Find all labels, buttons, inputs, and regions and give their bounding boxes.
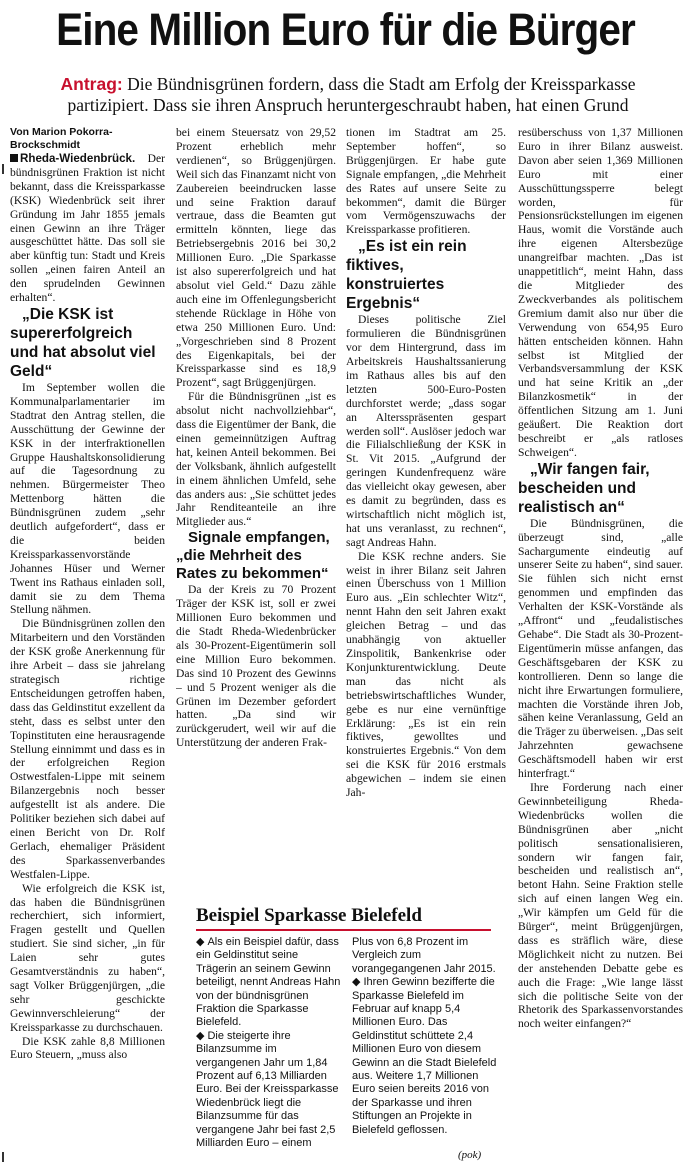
square-bullet-icon <box>10 154 18 162</box>
paragraph: Da der Kreis zu 70 Prozent Träger der KSK ist, soll er zwei Millionen Euro bekommen und die Stadt Rheda-Wiedenbrücker als 30-Prozent-Eigentümerin soll eine Million Euro bekommen. Das sind 10 Prozent des Gewinns – und 5 Prozent weniger als die Grünen im Dezember gefordert hatten. „Da sind wir zurückgerudert, weil wir auf die Unterstützung der anderen Frak- <box>176 583 336 750</box>
diamond-bullet-icon: ◆ <box>352 976 361 989</box>
column-marker <box>2 1152 4 1162</box>
infobox-item: ◆ Die steigerte ihre Bilanzsumme im vergangenen Jahr um 1,84 Prozent auf 6,13 Milliarden Euro. Bei der Kreissparkasse Wiedenbrück liegt die Bilanzsumme für das vergangene Jahr bei fast 2,5 Milliarden Euro – einem <box>196 1029 339 1150</box>
deck-text: Die Bündnisgrünen fordern, dass die Stadt am Erfolg der Kreissparkasse partizipiert. Dass sie ihren Anspruch heruntergeschraubt haben, hat einen Grund <box>67 74 636 115</box>
pull-quote: „Die KSK ist supererfolgreich und hat absolut viel Geld“ <box>10 305 156 380</box>
paragraph: Ihre Forderung nach einer Gewinnbeteiligung Rheda-Wiedenbrücks wollen die Bündnisgrünen aber „nicht politisch sensationalisieren, sondern wir fangen fair, bescheiden und realistisch an“, betont Hahn. Seine Fraktion stelle sich auf einen langen Weg ein. „Wir kämpfen um Geld für die Bürger“, meint Brüggenjürgen, dass es sträflich wäre, diese Möglichkeit nicht zu nutzen. Bei der anstehenden Debatte gebe es auch die Frage: „Wie lange lässt sich die politische Seite von der Rhetorik des Sparkassenvorstandes noch weiter einfangen?“ <box>518 780 683 1031</box>
paragraph: Die KSK zahle 8,8 Millionen Euro Steuern, „muss also <box>10 1034 165 1062</box>
pull-quote: „Wir fangen fair, bescheiden und realistisch an“ <box>518 460 650 516</box>
diamond-bullet-icon: ◆ <box>196 936 205 948</box>
infobox-item: ◆ Ihren Gewinn bezifferte die Sparkasse Bielefeld im Februar auf knapp 5,4 Millionen Euro. Das Geldinstitut schüttete 2,4 Millionen Euro von diesem Gewinn an die Stadt Bielefeld aus. Weitere 1,7 Millionen Euro seien bereits 2016 von der Sparkasse und ihren Stiftungen an Projekte in Bielefeld geflossen. <box>352 976 497 1136</box>
paragraph: bei einem Steuersatz von 29,52 Prozent erheblich mehr verdienen“, so Brüggenjürgen. Weil sich das Finanzamt nicht von Zaubereien beeindrucken lasse und seine Fraktion darauf vertraue, dass die Beamten gut ermitteln könnten, liege das Betriebsergebnis 2016 bei 30,2 Millionen Euro. „Die Sparkasse ist also supererfolgreich und hat absolut viel Geld.“ Dazu zähle auch eine im Offenlegungsbericht stehende Rücklage in Höhe von etwa 250 Millionen Euro. Und: „Vorgeschrieben sind 8 Prozent des Eigenkapitals, bei der Kreissparkasse sind es 18,9 Prozent“, sagt Brüggenjürgen. <box>176 126 336 390</box>
column-2 <box>176 126 336 896</box>
paragraph: Dieses politische Ziel formulieren die Bündnisgrünen vor dem Hintergrund, dass im Arbeitskreis Haushaltssanierung im Rathaus alles bis auf den letzten 500-Euro-Posten durchforstet werde; „dass sogar an Altersspräsenten gespart werden soll“. Auslöser jedoch war die Filialschließung der KSK in St. Vit 2015. „Aufgrund der geringen Kundenfrequenz wäre das vielleicht okay gewesen, aber es damit zu begründen, dass es wirtschaftlich nicht möglich ist, hat uns veranlasst, zu rechnen“, sagt Andreas Hahn. <box>346 313 506 549</box>
infobox-paragraph: Plus von 6,8 Prozent im Vergleich zum vorangegangenen Jahr 2015. <box>352 936 496 975</box>
deck <box>28 74 668 116</box>
column-4 <box>518 126 683 1166</box>
infobox-column-left <box>196 936 341 1168</box>
pull-quote: „Es ist ein rein fiktives, konstruiertes Ergebnis“ <box>346 238 467 313</box>
diamond-bullet-icon: ◆ <box>196 1029 205 1042</box>
infobox-item: ◆ Als ein Beispiel dafür, dass ein Geldinstitut seine Trägerin an seinem Gewinn beteiligt, nennt Andreas Hahn von der bündnisgrünen Fraktion die Sparkasse Bielefeld. <box>196 936 341 1029</box>
column-1 <box>10 126 165 1166</box>
column-marker <box>2 164 4 174</box>
column-3 <box>346 126 506 896</box>
infobox-title: Beispiel Sparkasse Bielefeld <box>196 905 422 926</box>
author-signature: (pok) <box>458 1149 482 1161</box>
paragraph: tionen im Stadtrat am 25. September hoffen“, so Brüggenjürgen. Er habe gute Signale empfangen, „die Mehrheit des Rates auf unsere Seite zu bekommen“, damit die Bürger vom Vermögenszuwachs der Kreissparkasse profitieren. <box>346 126 506 237</box>
byline: Von Marion Pokorra-Brockschmidt <box>10 126 113 151</box>
subheading: Signale empfangen, „die Mehrheit des Rates zu bekommen“ <box>176 529 330 583</box>
infobox-column-right <box>352 936 497 1168</box>
lead-text: Der bündnisgrünen Fraktion ist nicht bekannt, dass die Kreissparkasse (KSK) Wiedenbrück seit ihrer Gründung im Jahr 1855 jemals einen Gewinn an ihre Träger ausgeschüttet hätte. Das soll sie aber künftig tun: Stadt und Kreis sollen „einen fairen Anteil an den sprudelnden Gewinnen erhalten“. <box>10 152 165 305</box>
kicker: Antrag: <box>60 74 123 94</box>
paragraph: resüberschuss von 1,37 Millionen Euro in ihrer Bilanz ausweist. Davon aber seien 1,369 Millionen Euro mit einer Ausschüttungssperre belegt worden, für Pensionsrückstellungen im eigenen Haus, womit die Vorstände auch ihre eigenen Altersbezüge unangreifbar machten. „Das ist unappetitlich“, meint Hahn, dass die Mitglieder des Zweckverbandes als politischem Gremium damit also nur über die Verwendung von 654,95 Euro hätten entscheiden können. Hahn selbst ist Mitglied der Verbandsversammlung der KSK und hat seine Kritik an „der Bilanzkosmetik“ in der öffentlichen Sitzung am 1. Juni geäußert. Die Reaktion dort beschreibt er „als ratloses Schweigen“. <box>518 126 683 459</box>
lead-paragraph <box>10 152 165 305</box>
paragraph: Die Bündnisgrünen, die überzeugt sind, „alle Sachargumente eindeutig auf unserer Seite zu haben“, sind sauer. Sie fühlen sich nicht ernst genommen und empfinden das Verhalten der KSK-Vorstände als „Affront“ und „feudalistisches Gehabe“. Die Stadt als 30-Prozent-Eigentümerin müsse anfangen, das Geschäftsgebaren der KSK zu kontrollieren. Denn so lange die nicht ihre Erwartungen formuliere, machten die Vorstände ihren Job, sähen keine Veranlassung, Geld an die Träger zu überweisen. „Das seit Jahrzehnten gewachsene Geschäftsmodell haben wir erst hinterfragt.“ <box>518 516 683 781</box>
paragraph: Für die Bündnisgrünen „ist es absolut nicht nachvollziehbar“, dass die Eigentümer der Bank, die einen gemeinnützigen Auftrag hat, keinen Anteil bekommen. Bei der Volksbank, ähnlich aufgestellt in einem ähnlichen Umfeld, sehe das anders aus: „Sie schüttet jedes Jahr Renditeanteile an ihre Mitglieder aus.“ <box>176 390 336 529</box>
dateline: Rheda-Wiedenbrück. <box>20 152 136 165</box>
headline: Eine Million Euro für die Bürger <box>56 4 635 55</box>
paragraph: Im September wollen die Kommunalparlamentarier im Stadtrat den Antrag stellen, die Ausschüttung der Gewinne der KSK in der interfraktionellen Gruppe Haushaltskonsolidierung auf die Tagesordnung zu nehmen. Bürgermeister Theo Mettenborg hätten die Bündnisgrünen zudem „sehr deutlich aufgefordert“, dass er die beiden Kreissparkassenvorstände Johannes Hüser und Werner Twent ins Rathaus einladen soll, damit sie zu dem Thema Stellung nähmen. <box>10 380 165 617</box>
paragraph: Die Bündnisgrünen zollen den Mitarbeitern und den Vorständen der KSK große Anerkennung für ihre Arbeit – dass sie jahrelang strategisch richtige Entscheidungen getroffen haben, dass das Geldinstitut exzellent da steht, dass es selbst unter den Topinstituten eine herausragende Stellung einnimmt und dass es in der erfolgreichen Region Ostwestfalen-Lippe mit seinem Bilanzergebnis noch besser aufgestellt ist als andere. Die Politiker beziehen sich dabei auf einen Bericht von Dr. Rolf Gerlach, ehemaliger Präsident des Sparkassenverbandes Westfalen-Lippe. <box>10 617 165 881</box>
paragraph: Wie erfolgreich die KSK ist, das haben die Bündnisgrünen recherchiert, sich informiert, Fragen gestellt und Quellen studiert. Sie sind sicher, „in für Laien sehr gutes Gesamtverständnis zu haben“, sagt Volker Brüggenjürgen, „die sehr geschickte Gewinnverschleierung“ der Kreissparkasse zu durchschauen. <box>10 881 165 1034</box>
paragraph: Die KSK rechne anders. Sie weist in ihrer Bilanz seit Jahren einen Überschuss von 1 Million Euro aus. „Ein schlechter Witz“, nennt Hahn den seit Jahren exakt gleichen Betrag – und das unabhängig von aktueller Zinspolitik, Bankenkrise oder Konjunkturentwicklung. Deute man das nicht als betriebswirtschaftliches Wunder, gebe es nur eine vernünftige Erklärung: „Es ist ein rein fiktives, gewolltes und konstruiertes Ergebnis.“ Von dem sei die KSK für 2016 erstmals abgewichen – indem sie einen Jah- <box>346 549 506 800</box>
infobox-rule <box>196 929 491 931</box>
